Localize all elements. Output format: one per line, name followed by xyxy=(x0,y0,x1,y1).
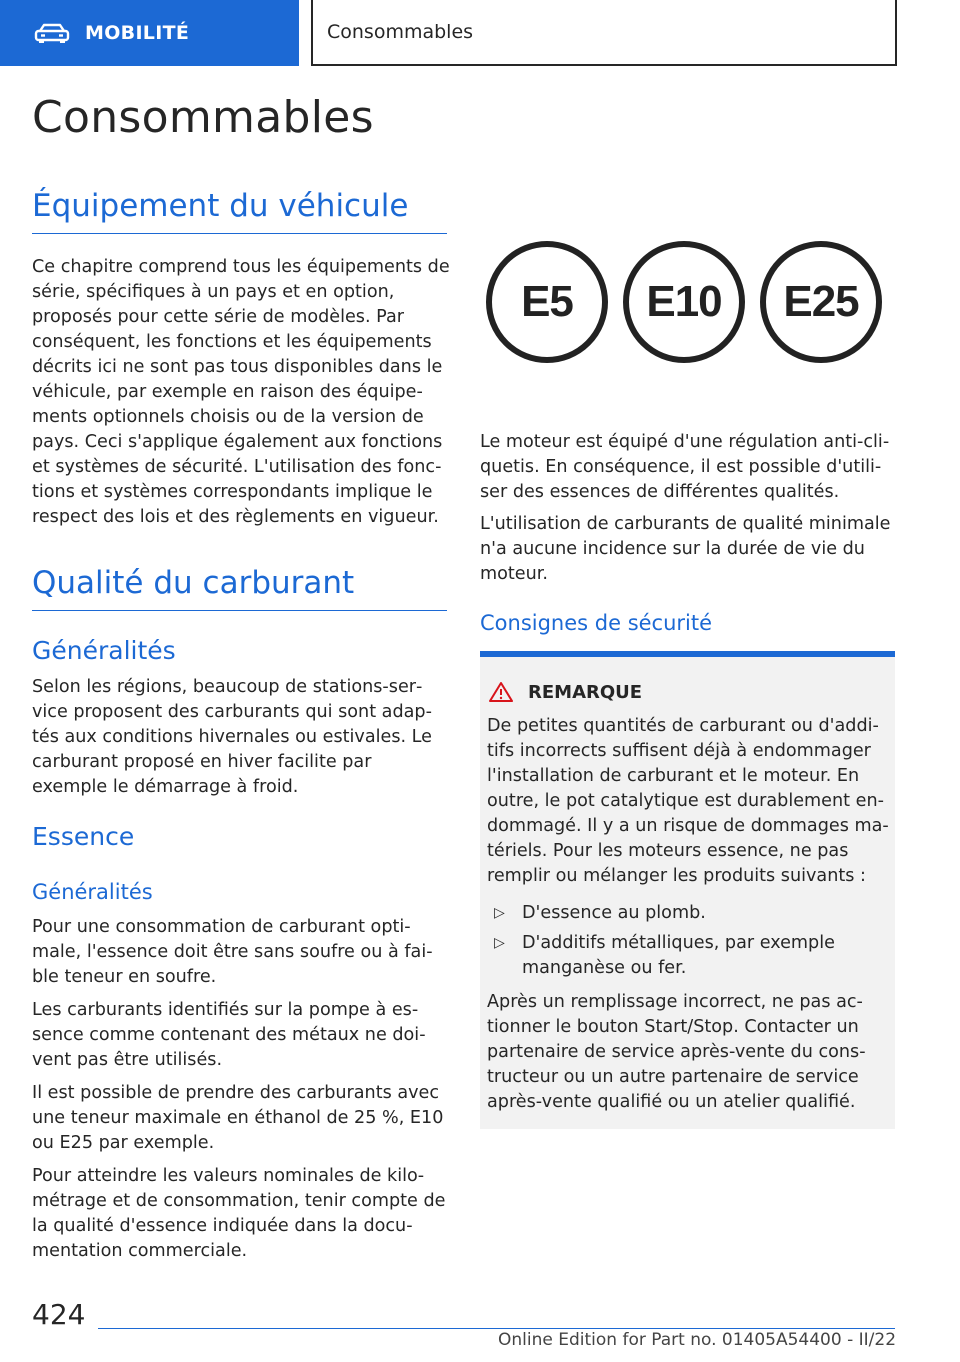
bullet-marker: ▷ xyxy=(494,905,505,921)
heading-general: Généralités xyxy=(32,636,176,665)
list-item xyxy=(494,901,884,926)
paragraph-minimum-quality: L'utilisation de carburants de qualité minimale n'a aucune incidence sur la durée de vie du moteur. xyxy=(480,514,891,584)
chapter-header xyxy=(311,0,897,66)
fuel-label-badges xyxy=(486,241,882,363)
list-item-text: D'essence au plomb. xyxy=(522,903,706,923)
list-item-text: D'additifs métalliques, par exemple manganèse ou fer. xyxy=(522,933,835,978)
bullet-marker: ▷ xyxy=(494,935,505,951)
paragraph-equipment: Ce chapitre comprend tous les équipements de série, spécifiques à un pays et en option, proposés pour cette série de modèles. Par conséquent, les fonctions et les équipements décrits ici ne sont pas tous disponibles dans le véhicule, par exemple en raison des équipements optionnels choisis ou de la version de pays. Ceci s'applique également aux fonctions et systèmes de sécurité. L'utilisation des fonctions et systèmes correspondants implique le respect des lois et des règlements en vigueur. xyxy=(32,257,450,527)
paragraph-petrol-2: Les carburants identifiés sur la pompe à essence comme contenant des métaux ne doivent pas être utilisés. xyxy=(32,1000,426,1070)
notice-title: REMARQUE xyxy=(528,681,643,703)
fuel-badge-label: E10 xyxy=(646,277,722,326)
paragraph-petrol-3: Il est possible de prendre des carburants avec une teneur maximale en éthanol de 25 %, E10 ou E25 par exemple. xyxy=(32,1083,444,1153)
subheading-general: Généralités xyxy=(32,880,153,904)
heading-equipment: Équipement du véhicule xyxy=(32,188,447,234)
paragraph-engine: Le moteur est équipé d'une régulation anti-cliquetis. En conséquence, il est possible d'utiliser des essences de différentes qualités. xyxy=(480,432,890,502)
fuel-badge-e25 xyxy=(760,241,882,363)
notice-paragraph-1: De petites quantités de carburant ou d'additifs incorrects suffisent déjà à endommager l'installation de carburant et le moteur. En outre, le pot catalytique est durablement endommagé. Il y a un risque de dommages matériels. Pour les moteurs essence, ne pas remplir ou mélanger les produits suivants : xyxy=(487,716,889,886)
paragraph-petrol-4: Pour atteindre les valeurs nominales de kilométrage et de consommation, tenir compte de la qualité d'essence indiquée dans la documentation commerciale. xyxy=(32,1166,446,1261)
car-icon xyxy=(34,22,70,44)
notice-header xyxy=(488,681,642,703)
fuel-badge-label: E5 xyxy=(521,277,573,326)
fuel-badge-e10 xyxy=(623,241,745,363)
heading-fuel-quality: Qualité du carburant xyxy=(32,565,447,611)
heading-petrol: Essence xyxy=(32,822,135,851)
notice-box xyxy=(480,651,895,1129)
page-title: Consommables xyxy=(32,92,374,143)
paragraph-petrol-1: Pour une consommation de carburant optimale, l'essence doit être sans soufre ou à faible teneur en soufre. xyxy=(32,917,433,987)
notice-paragraph-2: Après un remplissage incorrect, ne pas actionner le bouton Start/Stop. Contacter un partenaire de service après-vente du constructeur ou un autre partenaire de service après-vente qualifié ou un atelier qualifié. xyxy=(487,992,866,1112)
warning-triangle-icon xyxy=(488,681,514,703)
fuel-badge-label: E25 xyxy=(783,277,859,326)
paragraph-general: Selon les régions, beaucoup de stations-service proposent des carburants qui sont adaptés aux conditions hivernales ou estivales. Le carburant proposé en hiver facilite par exemple le démarrage à froid. xyxy=(32,677,432,797)
page-number: 424 xyxy=(32,1298,86,1331)
list-item xyxy=(494,931,884,981)
heading-safety: Consignes de sécurité xyxy=(480,611,713,635)
section-tab xyxy=(0,0,299,66)
footer-divider xyxy=(98,1328,895,1329)
edition-note: Online Edition for Part no. 01405A54400 - II/22 xyxy=(498,1330,897,1350)
section-label: MOBILITÉ xyxy=(85,22,190,44)
fuel-badge-e5 xyxy=(486,241,608,363)
chapter-label: Consommables xyxy=(327,21,474,43)
